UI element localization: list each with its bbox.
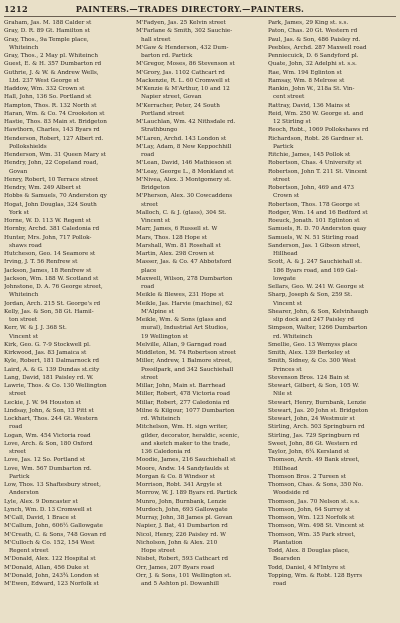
directory-entry: Hutcheson, Geo. 14 Seamore st (4, 251, 96, 257)
directory-entry: Thomson, John, 64 Surrey st (268, 506, 351, 513)
directory-entry: Masser, Jas. & Co. 47 Abbotsford (136, 259, 232, 266)
directory-entry-continuation: Regent street (9, 548, 49, 554)
directory-entry: Scott, A. & J. 247 Sauchiehall st. (268, 259, 362, 266)
directory-entry-continuation: Govan (9, 168, 28, 175)
directory-entry: Stewart, Gilbert, & Son, 105 W. (268, 383, 360, 389)
directory-entry: M'Lauchlan, Wm. 42 Nithsdale rd. (136, 119, 236, 125)
directory-entry: Hastie, Thos. 83 Main st. Bridgeton (4, 119, 107, 125)
directory-entry: Hobbs & Samuels, 70 Anderston qy (4, 193, 107, 200)
directory-entry: Maxwell, Wilson, 278 Dumbarton (136, 275, 233, 282)
directory-entry-continuation: street (9, 449, 26, 455)
directory-entry-continuation: Portland street (141, 110, 185, 117)
directory-entry-continuation: 136 Caledonia rd (141, 449, 191, 455)
directory-entry: M'Gaw & Henderson, 432 Dum- (136, 44, 229, 51)
directory-entry-continuation: street (141, 374, 158, 381)
directory-entry: M'Donald, Allan, 456 Duke st (4, 564, 89, 571)
directory-entry: Todd, Alex. 8 Douglas place, (268, 548, 350, 554)
directory-entry: M'Kerracher, Peter, 24 South (136, 102, 220, 109)
directory-entry: M'Laren, Archd. 143 London st (136, 135, 227, 142)
directory-entry: Malloch, C. & J. (glass), 304 St. (136, 209, 227, 216)
directory-entry: Thomson, Jas. 70 Nelson st. s.s. (268, 498, 360, 505)
directory-entry: Morrow, W. J. 189 Byars rd. Partick (136, 490, 238, 497)
directory-entry-continuation: place (141, 267, 157, 274)
directory-entry-continuation: gilder, decorator, heraldic, scenic, (141, 432, 240, 439)
directory-entry: Todd, Daniel, 4 M'Intyre st (268, 564, 346, 571)
directory-entry: Marshall, Wm. 81 Rosehall st (136, 242, 221, 249)
directory-entry: Meikle, Jas. Harvie (machine), 62 (136, 300, 233, 307)
directory-entry: Henderson, Wm. 31 Queen Mary st (4, 152, 106, 158)
directory-entry: Samuels, R. D. 70 Anderston quay (268, 226, 367, 233)
directory-entry-continuation: Strathbungo (141, 127, 178, 134)
directory-entry-continuation: cent street (273, 94, 305, 101)
directory-entry: Thomson, Wm. 123 Norfolk st (268, 515, 355, 521)
directory-entry: Meikle & Blewes, 231 Hope st (136, 292, 224, 299)
directory-entry: M'Gregor, Moses, 86 Stevenson st (136, 61, 235, 68)
directory-entry-continuation: Anderston (9, 490, 39, 497)
directory-entry-continuation: and sketch maker to the trade, (141, 440, 231, 447)
directory-entry: Kirk, Geo. G. 7-9 Stockwell pl. (4, 341, 91, 348)
directory-entry: Simpson, Walter, 1266 Dumbarton (268, 325, 368, 332)
directory-entry: Melville, Allan, 9 Garngad road (136, 341, 227, 348)
directory-entry-continuation: 19 Wellington st (141, 333, 188, 340)
directory-entry: M'Ewen, Edward, 123 Norfolk st (4, 581, 99, 587)
directory-entry-continuation: 186 Byars road, and 169 Gal- (273, 267, 358, 274)
directory-entry: Lynch, Wm. D. 13 Cromwell st (4, 506, 92, 513)
directory-entry: Jackson, James, 18 Renfrew st (4, 267, 92, 274)
directory-entry: Love, Jas. 12 So. Portland st (4, 457, 86, 464)
directory-entry: Low, Thos. 13 Shaftesbury street, (4, 482, 101, 488)
directory-entry: Samuels, W. N. 51 Stirling road (268, 234, 359, 241)
directory-entry: Miller, Andrew, 1 Balmore street, (136, 358, 232, 365)
directory-entry-continuation: road (141, 284, 155, 290)
directory-entry: Marr, James, 6 Russell st. W (136, 226, 218, 233)
directory-entry: Henry, Robert, 10 Terrace street (4, 176, 99, 183)
directory-entry: Gray, Thos., 9a Temple place, (4, 36, 89, 43)
directory-entry: Thomson, Wm. 35 Park street, (268, 531, 356, 538)
directory-entry: Nicol, Henry, 226 Paisley rd. W (136, 531, 227, 538)
directory-entry: Jordan, Arch. 215 St. George's rd (4, 300, 101, 307)
directory-entry: Hendry, Wm. 249 Albert st (4, 185, 81, 191)
directory-entry-continuation: mural), Industrial Art Studios, (141, 325, 229, 332)
directory-entry: Thomson, Chas. & Sons, 350 No. (268, 482, 363, 488)
directory-entry: Millar, Robert, 277 Caledonia rd (136, 399, 230, 406)
directory-entry: M'Kenzie & M'Arthur, 10 and 12 (136, 86, 230, 92)
directory-entry: Ritchie, James, 145 Pollok st (268, 152, 351, 158)
column-left (4, 19, 132, 588)
directory-entry: Paul, Jas. & Son, 486 Paisley rd. (268, 36, 361, 43)
directory-entry-continuation: barton rd. Partick (141, 53, 193, 59)
directory-entry: Sanderson, Jas. 1 Gibson street, (268, 242, 361, 249)
directory-entry-continuation: Whiteinch (9, 292, 39, 299)
directory-entry: M'Creath, C. & Sons, 748 Govan rd (4, 531, 106, 538)
directory-entry: Logan, Wm. 454 Victoria road (4, 432, 91, 439)
directory-entry: M'Lean, David, 146 Mathieson st (136, 160, 232, 167)
directory-entry: Hogat, John Douglas, 324 South (4, 201, 97, 208)
directory-entry: M'Call, David, 1 Brace st (4, 515, 76, 521)
directory-entry: Nisbet, Robert, 593 Cathcart rd (136, 556, 229, 563)
directory-entry: Smellie, Geo. 13 Wemyss place (268, 341, 358, 348)
directory-entry-continuation: and 5 Ashton pl. Dowanhill (141, 581, 219, 587)
directory-entry-continuation: road (273, 581, 287, 587)
directory-entry-continuation: Bearsden (273, 556, 301, 563)
directory-entry-continuation: street (141, 201, 158, 208)
directory-entry-continuation: road (141, 152, 155, 158)
directory-entry-continuation: slip dock and 247 Paisley rd (273, 317, 354, 323)
directory-entry-continuation: street (273, 176, 290, 183)
directory-entry: Rattray, David, 136 Mains st (268, 102, 351, 109)
directory-entry: Love, Arch. & Son, 180 Oxford (4, 440, 93, 447)
directory-entry: Graham, Jas. M. 188 Calder st (4, 20, 92, 26)
directory-entry: Hall, John, 136 So. Portland st (4, 94, 92, 101)
directory-entry-continuation: street (9, 391, 26, 398)
directory-entry: Hornby, Archd. 381 Caledonia rd (4, 226, 100, 233)
directory-entry: Murdoch, John, 693 Gallowgate (136, 506, 228, 513)
directory-entry: Roeuck, Jonath. 101 Eglinton st (268, 218, 360, 224)
directory-entry-continuation: Princes st (273, 366, 302, 373)
directory-entry: Morgan & Co. 8 Windsor st (136, 473, 215, 480)
directory-entry: Rae, Wm. 194 Eglinton st (268, 69, 342, 76)
directory-entry-continuation: Bridgeton (141, 185, 170, 191)
directory-entry: Reoch, Robt., 1069 Pollokshaws rd (268, 127, 369, 134)
directory-entry: Taylor, John, 6¼ Kersland st (268, 449, 350, 455)
directory-entry: Johnstone, D. A. 76 George street, (4, 284, 103, 290)
directory-entry: Haddow, Wm. 332 Crown st (4, 86, 85, 92)
directory-entry: M'Nivea, Alex. 3 Montgomery st. (136, 176, 232, 183)
directory-entry: Stewart, Jas. 20 John st. Bridgeton (268, 407, 369, 414)
directory-entry-continuation: Nile st (273, 391, 292, 398)
directory-entry: Sharp, Joseph & Son, 259 St. (268, 292, 353, 299)
directory-entry: Love, Wm. 567 Dumbarton rd. (4, 465, 92, 472)
directory-entry-continuation: Hillhead (273, 251, 298, 257)
directory-entry: Jackson, Wm. 188 W. Scotland st (4, 275, 99, 282)
directory-entry: Henderson, Robert, 127 Albert rd. (4, 135, 104, 142)
directory-entry-continuation: hall street (141, 36, 171, 43)
directory-entry: Penniecuick, D. 6 Sandyford pl. (268, 53, 359, 59)
directory-entry: Stirling, Arch. 503 Springburn rd (268, 424, 365, 431)
directory-entry: Guthrie, J. & W. & Andrew Wells, (4, 69, 99, 76)
directory-entry: Topping, Wm. & Robt. 128 Byrrs (268, 572, 363, 579)
directory-entry-continuation: road (9, 424, 23, 431)
directory-entry-continuation: Pollokshields (9, 143, 47, 150)
directory-entry: Lindsay, John, & Son, 13 Pitt st (4, 407, 94, 414)
directory-entry: Meikle, Wm. & Sons (glass and (136, 317, 227, 323)
directory-entry: Hunter, Mrs. John, 717 Pollok- (4, 234, 92, 241)
directory-entry-continuation: Partick (273, 143, 294, 150)
directory-entry: M'Donald, John, 243¾ London st (4, 572, 99, 579)
directory-entry-continuation: Possilpark, and 342 Sauchiehall (141, 366, 234, 373)
directory-entry: Stewart, John, 24 Westmuir st (268, 416, 355, 422)
directory-entry: Millar, John, Main st. Barrhead (136, 383, 226, 389)
directory-entry: Guest, E. & H. 357 Dumbarton rd (4, 61, 102, 68)
directory-entry: Rodger, Wm. 14 and 16 Bedford st (268, 209, 368, 216)
directory-entry: Robertson, Chas. 4 University st (268, 160, 362, 167)
directory-entry-continuation: Crown st (273, 193, 300, 200)
directory-entry: Orr, James, 207 Byars road (136, 564, 215, 571)
directory-entry: M'Fadyen, Jas. 25 Kelvin street (136, 20, 226, 26)
directory-entry-continuation: Napier street, Govan (141, 94, 202, 101)
directory-entry: Stirling, Jas. 729 Springburn rd (268, 432, 360, 439)
directory-entry-continuation: 12 Stirling st (273, 119, 311, 125)
directory-entry: Stevenson Bros. 124 Bain st (268, 374, 350, 381)
directory-entry-continuation: Ltd. 237 West George st (9, 77, 79, 84)
directory-entry: Stewart, Henry, Burnbank, Lenzie (268, 399, 367, 406)
directory-entry: Robertson, John, 469 and 473 (268, 185, 355, 191)
directory-entry: Peebles, Archd. 287 Maxwell road (268, 44, 367, 51)
directory-entry: Kyle, Robert, 181 Dalmarnock rd (4, 358, 100, 365)
directory-entry: Horne, W. D. 113 W. Regent st (4, 218, 91, 224)
directory-entry: Martin, Alex. 298 Crown st (136, 251, 215, 257)
directory-entry: Robertson, John T. 211 St. Vincent (268, 168, 368, 175)
directory-entry: Thomson Bros. 2 Tureen st (268, 473, 346, 480)
directory-columns (4, 19, 396, 588)
directory-entry: M'Farlane & Smith, 302 Sauchie- (136, 28, 233, 35)
directory-entry: Thomson, Arch. 49 Bank street, (268, 457, 360, 464)
running-title: PAINTERS.—TRADES DIRECTORY.—PAINTERS. (75, 4, 305, 14)
directory-entry: Ramsay, Wm. 8 Melrose st (268, 77, 345, 84)
directory-entry: Sellars, Geo. W. 241 W. George st (268, 284, 365, 290)
directory-entry: Reid, Wm. 250 W. George st. and (268, 110, 364, 117)
page-header (4, 4, 396, 17)
directory-entry: Lang, David, 181 Paisley rd. W. (4, 374, 94, 381)
directory-entry-continuation: Woodside rd (273, 490, 309, 497)
directory-entry: Mars, Thos. 128 Hope st (136, 234, 207, 241)
directory-entry: M'Lay, Adam, 8 New Keppochhill (136, 143, 232, 150)
directory-entry: Moodie, James, 216 Sauchiehall st (136, 457, 236, 464)
directory-entry: Park, James, 29 King st. s.s. (268, 20, 349, 26)
column-middle (136, 19, 264, 588)
directory-entry: Napier, J. Bat, 41 Dumbarton rd (136, 523, 228, 530)
directory-entry: Kerr, W. & J. J. 368 St. (4, 325, 67, 332)
directory-entry: Hampton, Thos. R. 132 North st (4, 102, 97, 109)
directory-entry: Kirkwood, Jas. 83 Jamaica st (4, 350, 87, 356)
directory-entry-continuation: Whiteinch (9, 44, 39, 51)
directory-entry-continuation: M'Alpine st (141, 308, 174, 315)
directory-entry: Gray, Thos., 2 May pl. Whiteinch (4, 53, 98, 59)
directory-entry: Haran, Wm. & Co. 74 Crookston st (4, 110, 105, 117)
directory-entry: Shearer, John, & Son, Kelvinhaugh (268, 308, 369, 315)
directory-entry: Orr, J. & Sons, 101 Wellington st. (136, 572, 232, 579)
directory-entry-continuation: York st (9, 209, 29, 216)
directory-entry-continuation: ton street (9, 317, 38, 323)
directory-entry: Smith, Alex. 139 Berkeley st (268, 350, 350, 356)
directory-entry: Lockhart, Thos. 244 Gt. Western (4, 416, 98, 422)
directory-entry: M'Culloch & Co. 152, 154 West (4, 539, 95, 546)
directory-entry: Smith, Sidney, & Co. 300 West (268, 358, 356, 365)
directory-entry: Laird, A. & G. 139 Dundas st.city (4, 366, 100, 373)
directory-entry: M'Grory, Jas. 1102 Cathcart rd (136, 69, 225, 76)
directory-entry: M'Callum, John, 606½ Gallowgate (4, 523, 103, 530)
directory-entry-continuation: rd. Whiteinch (141, 416, 181, 422)
directory-entry: Thomson, Wm. 498 St. Vincent st (268, 523, 365, 530)
directory-entry-continuation: shaws road (9, 242, 42, 249)
directory-entry: Irving, J. T. 56 Renfrew st (4, 259, 78, 266)
directory-entry: Lyle, Alex. 9 Doncaster st (4, 498, 78, 505)
directory-entry: Milne & Kilgour, 1077 Dumbarton (136, 407, 235, 414)
directory-entry: Hawthorn, Charles, 143 Byars rd (4, 127, 100, 134)
directory-entry: Miller, Robert, 478 Victoria road (136, 391, 230, 398)
directory-entry-continuation: Vincent st (273, 300, 303, 307)
directory-entry: Hendry, John, 22 Copeland road, (4, 160, 99, 167)
directory-entry-continuation: Hillhead (273, 465, 298, 472)
directory-entry-continuation: Plantation (273, 539, 303, 546)
directory-entry: M'Leay, George L., 8 Monkland st (136, 168, 234, 175)
directory-entry-continuation: Vincent st (141, 218, 171, 224)
directory-entry: Mitchelson, Wm. H. sign writer, (136, 424, 228, 431)
directory-entry: Quate, John, 32 Adelphi st. s.s. (268, 61, 357, 68)
directory-entry-continuation: Hope street (141, 548, 176, 554)
directory-entry: Richardson, Robt. 26 Gardner st. (268, 135, 364, 142)
directory-entry: Paton, Chas. 20 Gt. Western rd (268, 28, 358, 35)
directory-entry: Murray, John, 38 James pl. Govan (136, 515, 233, 521)
column-right (268, 19, 396, 588)
directory-entry: Nicholson, John & Alex. 210 (136, 539, 218, 546)
directory-entry: Lawrie, Thos. & Co. 130 Wellington (4, 383, 107, 389)
directory-entry: Rankin, John W., 218a St. Vin- (268, 86, 355, 92)
directory-entry: M'Pherson, Alex. 30 Cowcaddens (136, 193, 233, 200)
directory-entry-continuation: rd. Whiteinch (273, 333, 313, 340)
directory-entry: Robertson, Thos. 178 George st (268, 201, 360, 208)
directory-entry-continuation: Vincent st (9, 333, 39, 340)
directory-entry: M'Donald, Alex. 122 Hospital st (4, 556, 96, 563)
directory-entry: Sweet, John, 86 Gt. Western rd (268, 440, 358, 447)
directory-entry: Munro, John, Burnbank, Lenzie (136, 498, 227, 505)
directory-entry: Middleton, M. 74 Robertson street (136, 350, 237, 356)
directory-entry: Gray, D. R. 89 Gt. Hamilton st (4, 28, 90, 35)
directory-entry: Moore, Andw. 14 Sandyfaulds st (136, 465, 229, 472)
directory-entry-continuation: lowgate (273, 275, 296, 282)
directory-entry: Mackenzie, R. L. 60 Cromwell st (136, 77, 230, 84)
directory-entry: Morrison, Robt. 341 Argyle st (136, 482, 222, 488)
directory-entry: Leckie, J. W. 94 Houston st (4, 399, 81, 406)
page-number: 1212 (4, 4, 28, 14)
directory-entry: Kelly, Jas. & Son, 58 Gt. Hamil- (4, 308, 94, 315)
directory-entry-continuation: Partick (9, 473, 30, 480)
